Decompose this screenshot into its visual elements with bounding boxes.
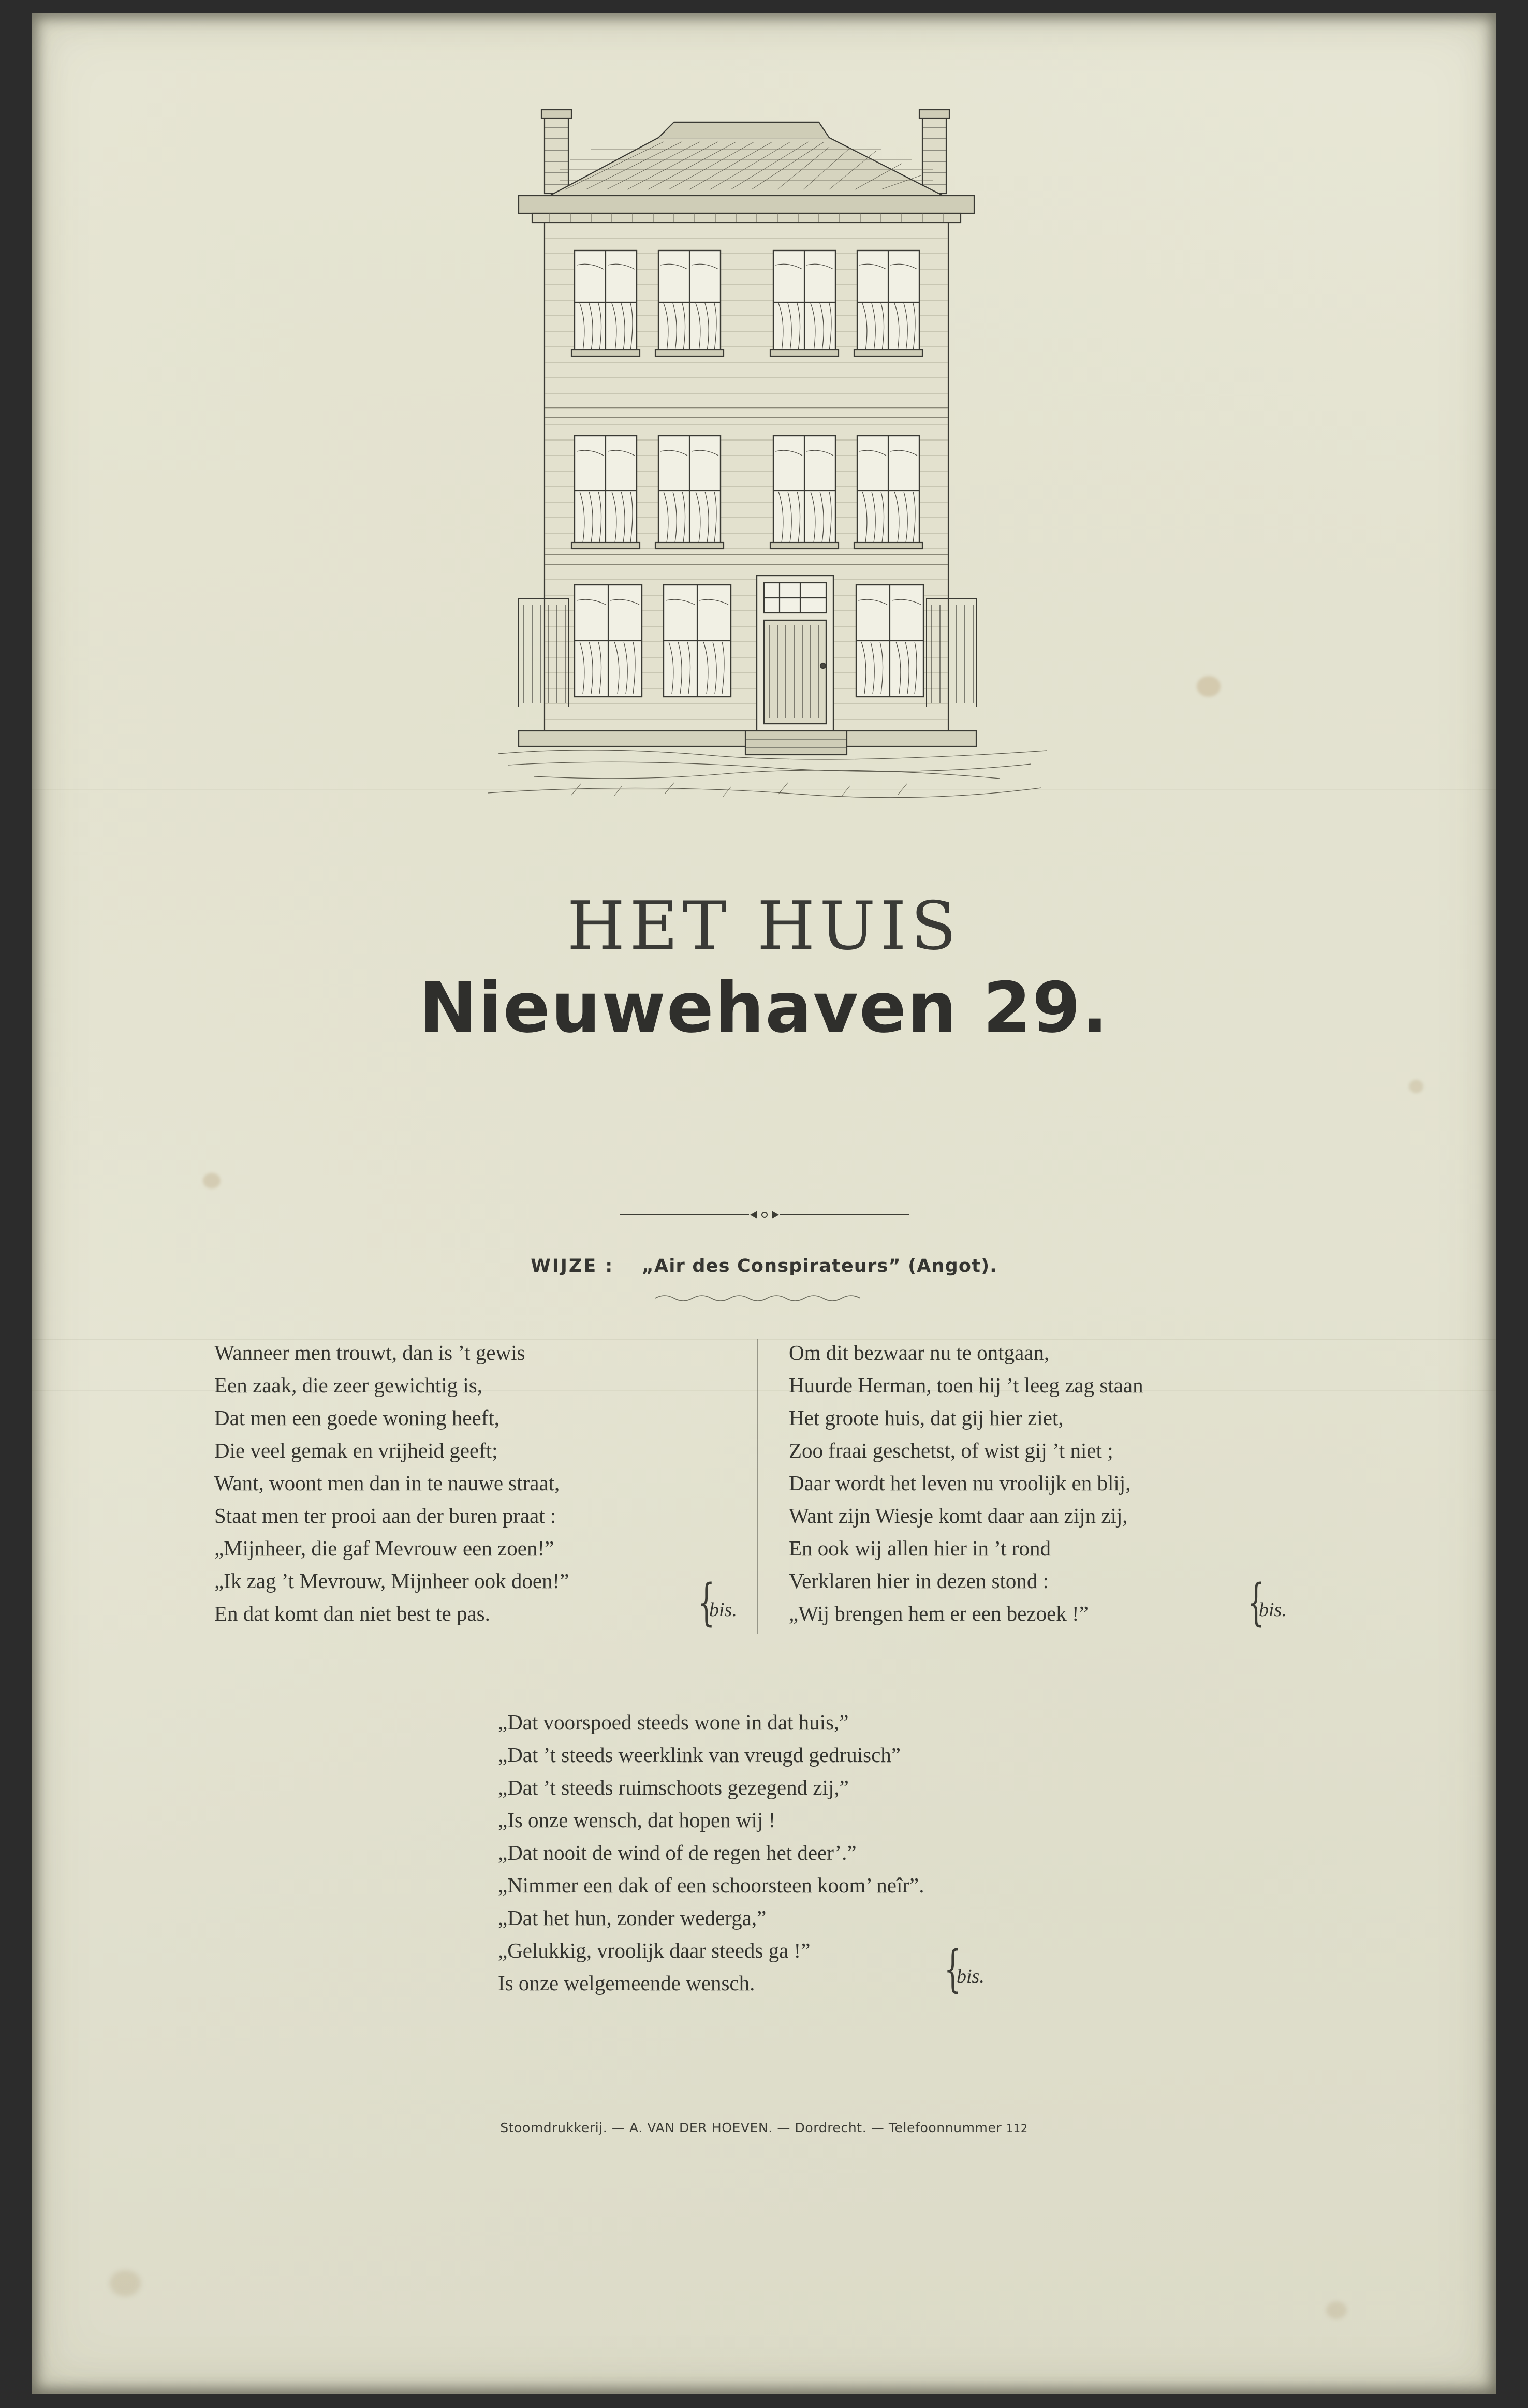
- verse-line: Want zijn Wiesje komt daar aan zijn zij,: [789, 1504, 1128, 1528]
- verse-line: „Dat het hun, zonder wederga,”: [498, 1906, 767, 1930]
- verse-line: Zoo fraai geschetst, of wist gij ’t niet ;: [789, 1438, 1113, 1462]
- verse-line: En ook wij allen hier in ’t rond: [789, 1536, 1051, 1560]
- verse-line: Daar wordt het leven nu vroolijk en blij,: [789, 1471, 1131, 1495]
- tune-line: [32, 1256, 1496, 1276]
- verse-line: Die veel gemak en vrijheid geeft;: [214, 1438, 498, 1462]
- bis-marker-right: bis.: [1259, 1599, 1287, 1621]
- verse-line: „Dat ’t steeds weerklink van vreugd gedruisch”: [498, 1743, 901, 1767]
- squiggle-ornament: [653, 1291, 876, 1304]
- repeat-brace: {: [697, 1574, 715, 1632]
- verse-line: „Is onze wensch, dat hopen wij !: [498, 1808, 776, 1832]
- verse-line: „Dat ’t steeds ruimschoots gezegend zij,”: [498, 1775, 849, 1799]
- verse-line: En dat komt dan niet best te pas.: [214, 1602, 490, 1625]
- verse-line: Een zaak, die zeer gewichtig is,: [214, 1373, 482, 1397]
- verse-line: „Dat nooit de wind of de regen het deer’.”: [498, 1841, 857, 1864]
- verse-line: Want, woont men dan in te nauwe straat,: [214, 1471, 560, 1495]
- verse-column-right: [789, 1337, 1143, 1630]
- colophon-text: Stoomdrukkerij. — A. VAN DER HOEVEN. — Dordrecht. — Telefoonnummer: [500, 2120, 1002, 2135]
- verse-line: Het groote huis, dat gij hier ziet,: [789, 1406, 1064, 1430]
- house-engraving: [488, 60, 1052, 868]
- verse-line: Huurde Herman, toen hij ’t leeg zag staan: [789, 1373, 1143, 1397]
- repeat-brace: {: [944, 1940, 962, 1998]
- page-title: HET HUIS: [567, 888, 961, 965]
- foxing-stain: [1326, 2301, 1347, 2319]
- paper-sheet: [32, 13, 1496, 2394]
- verse-line: „Dat voorspoed steeds wone in dat huis,”: [498, 1710, 849, 1734]
- colophon-phone: 112: [1006, 2122, 1028, 2135]
- verse-line: Dat men een goede woning heeft,: [214, 1406, 500, 1430]
- title-block: [32, 888, 1496, 1048]
- verse-line: „Nimmer een dak of een schoorsteen koom’ neîr”.: [498, 1873, 924, 1897]
- bis-marker-middle: bis.: [957, 1965, 985, 1987]
- verse-line: Staat men ter prooi aan der buren praat :: [214, 1504, 556, 1528]
- verse-column-middle: [498, 1706, 924, 2000]
- foxing-stain: [203, 1173, 221, 1188]
- page-subtitle: Nieuwehaven 29.: [419, 967, 1109, 1048]
- verse-line: „Gelukkig, vroolijk daar steeds ga !”: [498, 1939, 811, 1962]
- bis-marker-left: bis.: [709, 1599, 737, 1621]
- column-separator-rule: [757, 1339, 758, 1634]
- verse-line: „Mijnheer, die gaf Mevrouw een zoen!”: [214, 1536, 554, 1560]
- verse-line: Verklaren hier in dezen stond :: [789, 1569, 1049, 1593]
- ornament-divider: [620, 1207, 909, 1223]
- tune-label: WIJZE :: [531, 1256, 614, 1276]
- colophon: [32, 2120, 1496, 2135]
- verse-line: „Ik zag ’t Mevrouw, Mijnheer ook doen!”: [214, 1569, 569, 1593]
- foxing-stain: [1197, 676, 1221, 697]
- tune-value: „Air des Conspirateurs” (Angot).: [641, 1256, 997, 1276]
- verse-column-left: [214, 1337, 569, 1630]
- repeat-brace: {: [1247, 1574, 1265, 1632]
- verse-line: Wanneer men trouwt, dan is ’t gewis: [214, 1341, 525, 1364]
- verse-line: Is onze welgemeende wensch.: [498, 1971, 755, 1995]
- verse-line: Om dit bezwaar nu te ontgaan,: [789, 1341, 1050, 1364]
- verse-line: „Wij brengen hem er een bezoek !”: [789, 1602, 1089, 1625]
- foxing-stain: [1409, 1080, 1423, 1093]
- foxing-stain: [110, 2270, 141, 2296]
